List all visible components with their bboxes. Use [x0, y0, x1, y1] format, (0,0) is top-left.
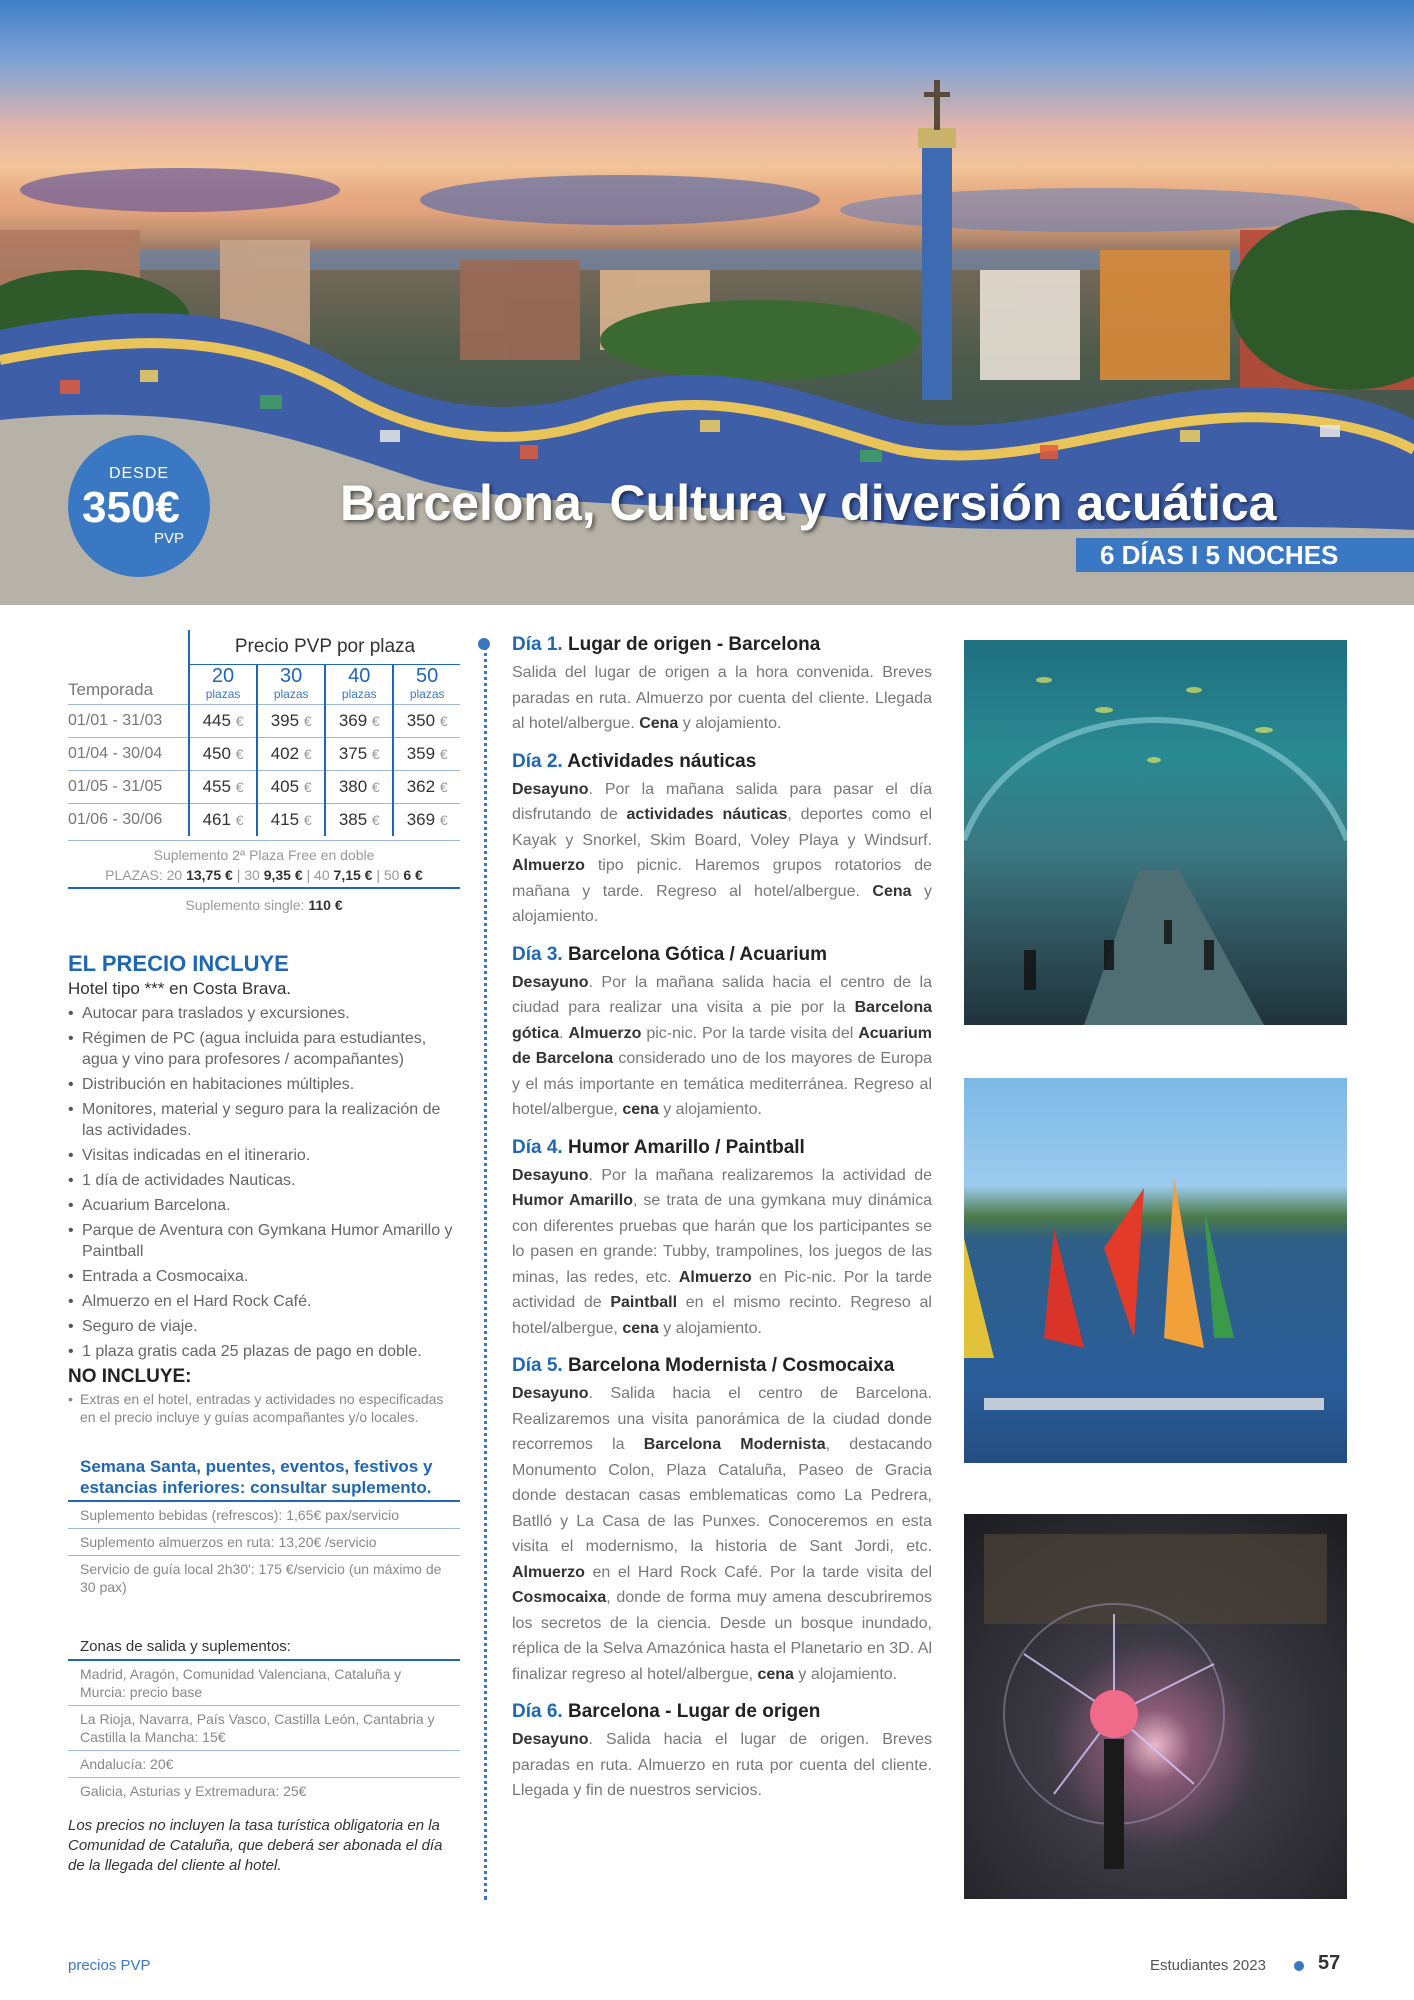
- price-cell: 369 €: [393, 804, 460, 837]
- list-item: • 1 día de actividades Nauticas.: [68, 1170, 460, 1191]
- day-3: [512, 944, 932, 1123]
- price-cell: 455 €: [189, 771, 257, 804]
- price-cell: 380 €: [325, 771, 393, 804]
- zones-heading: Zonas de salida y suplementos:: [68, 1638, 460, 1661]
- zone-row: La Rioja, Navarra, País Vasco, Castilla León, Cantabria y Castilla la Mancha: 15€: [68, 1706, 460, 1751]
- supplement-row: Suplemento almuerzos en ruta: 13,20€ /servicio: [68, 1529, 460, 1556]
- list-item: • Seguro de viaje.: [68, 1316, 460, 1337]
- price-cell: 385 €: [325, 804, 393, 837]
- supplement-double-title: Suplemento 2ª Plaza Free en doble: [153, 847, 375, 863]
- list-item: • Acuarium Barcelona.: [68, 1195, 460, 1216]
- season-header: Temporada: [68, 665, 189, 705]
- price-cell: 375 €: [325, 738, 393, 771]
- column-divider: [484, 646, 487, 1900]
- day-title: Día 5. Barcelona Modernista / Cosmocaixa: [512, 1355, 895, 1376]
- badge-amount: 350€: [82, 483, 180, 532]
- table-row: [68, 771, 460, 804]
- supplement-row: Servicio de guía local 2h30': 175 €/servicio (un máximo de 30 pax): [80, 1561, 442, 1595]
- price-badge: [68, 435, 210, 577]
- day-title: Día 3. Barcelona Gótica / Acuarium: [512, 943, 828, 965]
- plazas-30-header: 30 plazas: [257, 665, 325, 705]
- day-title: Día 4. Humor Amarillo / Paintball: [512, 1136, 805, 1158]
- day-6: [512, 1701, 932, 1804]
- season-cell: 01/04 - 30/04: [68, 738, 189, 771]
- cosmocaixa-plasma-photo: [964, 1514, 1347, 1899]
- season-cell: 01/05 - 31/05: [68, 771, 189, 804]
- price-cell: 405 €: [257, 771, 325, 804]
- day-4: [512, 1137, 932, 1342]
- hero-photo: [0, 0, 1414, 605]
- list-item: • Entrada a Cosmocaixa.: [68, 1266, 460, 1287]
- day-title: Día 6. Barcelona - Lugar de origen: [512, 1701, 821, 1722]
- list-item: • Régimen de PC (agua incluida para estudiantes, agua y vino para profesores / acompañantes): [68, 1028, 460, 1070]
- price-table: [68, 630, 460, 836]
- list-item: • Extras en el hotel, entradas y actividades no especificadas en el precio incluye y guías acompañantes y/o locales.: [68, 1390, 460, 1426]
- footer-dot: [1294, 1961, 1304, 1971]
- price-table-header: Precio PVP por plaza: [189, 630, 460, 665]
- season-cell: 01/01 - 31/03: [68, 705, 189, 738]
- price-cell: 402 €: [257, 738, 325, 771]
- supplement-single: Suplemento single: 110 €: [185, 897, 343, 913]
- plazas-50-header: 50 plazas: [393, 665, 460, 705]
- price-cell: 415 €: [257, 804, 325, 837]
- price-cell: 362 €: [393, 771, 460, 804]
- day-title: Día 1. Lugar de origen - Barcelona: [512, 634, 821, 655]
- page-number: 57: [1318, 1952, 1341, 1974]
- price-cell: 350 €: [393, 705, 460, 738]
- day-description: Desayuno. Por la mañana salida hacia el centro de la ciudad para realizar una visita a pie por la Barcelona gótica. Almuerzo pic-nic. Por la tarde visita del Acuarium de Barcelona considerado uno de los mayores de Europa y el más importante en temática mediterránea. Regreso al hotel/albergue, cena y alojamiento.: [512, 973, 933, 1118]
- itinerary: [512, 634, 932, 1818]
- supplement-double-values: PLAZAS: 20 13,75 € | 30 9,35 € | 40 7,15 € | 50 6 €: [105, 867, 423, 883]
- season-cell: 01/06 - 30/06: [68, 804, 189, 837]
- tourist-tax-note: Los precios no incluyen la tasa turística obligatoria en la Comunidad de Cataluña, que deberá ser abonada el día de la llegada del cliente al hotel.: [68, 1817, 443, 1874]
- day-description: Desayuno. Por la mañana realizaremos la actividad de Humor Amarillo, se trata de una gymkana muy dinámica con diferentes pruebas que harán que los participantes se lo pasen en grande: Tubby, trampolines, los juegos de las minas, las redes, etc. Almuerzo en Pic-nic. Por la tarde actividad de Paintball en el mismo recinto. Regreso al hotel/albergue, cena y alojamiento.: [512, 1166, 933, 1337]
- day-1: [512, 634, 932, 737]
- day-description: Desayuno. Por la mañana salida para pasar el día disfrutando de actividades náuticas, deportes como el Kayak y Snorkel, Skim Board, Voley Playa y Windsurf. Almuerzo tipo picnic. Haremos grupos rotatorios de mañana y tarde. Regreso al hotel/albergue. Cena y alojamiento.: [512, 780, 933, 925]
- day-2: [512, 751, 932, 930]
- list-item: • Autocar para traslados y excursiones.: [68, 1003, 460, 1024]
- zone-row: Madrid, Aragón, Comunidad Valenciana, Cataluña y Murcia: precio base: [68, 1661, 460, 1706]
- not-included-heading: NO INCLUYE:: [68, 1366, 192, 1387]
- badge-desde: DESDE: [108, 465, 170, 482]
- footer-left: precios PVP: [68, 1957, 151, 1974]
- windsurf-photo: [964, 1078, 1347, 1463]
- not-included-list: [68, 1390, 460, 1426]
- table-row: [68, 804, 460, 837]
- day-description: Desayuno. Salida hacia el lugar de origen. Breves paradas en ruta. Almuerzo en ruta por cuenta del cliente. Llegada y fin de nuestros servicios.: [512, 1731, 932, 1799]
- day-description: Salida del lugar de origen a la hora convenida. Breves paradas en ruta. Almuerzo por cuenta del cliente. Llegada al hotel/albergue. Cena y alojamiento.: [512, 664, 932, 732]
- price-cell: 395 €: [257, 705, 325, 738]
- zone-row: Galicia, Asturias y Extremadura: 25€: [80, 1783, 307, 1799]
- table-row: [68, 705, 460, 738]
- list-item: • 1 plaza gratis cada 25 plazas de pago en doble.: [68, 1341, 460, 1362]
- left-column: [68, 630, 460, 1876]
- price-cell: 369 €: [325, 705, 393, 738]
- supplement-double: [68, 840, 460, 889]
- semana-santa-note: Semana Santa, puentes, eventos, festivos y estancias inferiores: consultar suplemento.: [68, 1456, 460, 1502]
- hotel-type: Hotel tipo *** en Costa Brava.: [68, 979, 292, 998]
- day-title: Día 2. Actividades náuticas: [512, 750, 757, 772]
- includes-list: [68, 1003, 460, 1362]
- price-cell: 445 €: [189, 705, 257, 738]
- aquarium-tunnel-photo: [964, 640, 1347, 1025]
- day-description: Desayuno. Salida hacia el centro de Barcelona. Realizaremos una visita panorámica de la ciudad donde recorremos la Barcelona Modernista, destacando Monumento Colon, Plaza Cataluña, Paseo de Gracia donde destacan casas emblematicas como La Pedrera, Batlló y La Casa de las Punxes. Conoceremos en esta visita el modernismo, la historia de Sant Jordi, etc. Almuerzo en el Hard Rock Café. Por la tarde visita del Cosmocaixa, donde de forma muy amena descubriremos los secretos de la ciencia. Desde un bosque inundado, réplica de la Selva Amazónica hasta el Planetario en 3D. Al finalizar regreso al hotel/albergue, cena y alojamiento.: [512, 1385, 933, 1683]
- supplement-row: Suplemento bebidas (refrescos): 1,65€ pax/servicio: [68, 1502, 460, 1529]
- price-cell: 359 €: [393, 738, 460, 771]
- price-cell: 450 €: [189, 738, 257, 771]
- list-item: • Parque de Aventura con Gymkana Humor Amarillo y Paintball: [68, 1220, 460, 1262]
- list-item: • Almuerzo en el Hard Rock Café.: [68, 1291, 460, 1312]
- badge-pvp: PVP: [154, 530, 185, 547]
- price-cell: 461 €: [189, 804, 257, 837]
- table-row: [68, 738, 460, 771]
- includes-heading: EL PRECIO INCLUYE: [68, 951, 289, 976]
- list-item: • Distribución en habitaciones múltiples.: [68, 1074, 460, 1095]
- plazas-20-header: 20 plazas: [189, 665, 257, 705]
- page-title: Barcelona, Cultura y diversión acuática: [340, 475, 1277, 531]
- duration-banner: 6 DÍAS I 5 NOCHES: [1076, 538, 1414, 572]
- list-item: • Monitores, material y seguro para la realización de las actividades.: [68, 1099, 460, 1141]
- zone-row: Andalucía: 20€: [68, 1751, 460, 1778]
- footer-publication: Estudiantes 2023: [1150, 1957, 1266, 1974]
- day-5: [512, 1355, 932, 1687]
- list-item: • Visitas indicadas en el itinerario.: [68, 1145, 460, 1166]
- plazas-40-header: 40 plazas: [325, 665, 393, 705]
